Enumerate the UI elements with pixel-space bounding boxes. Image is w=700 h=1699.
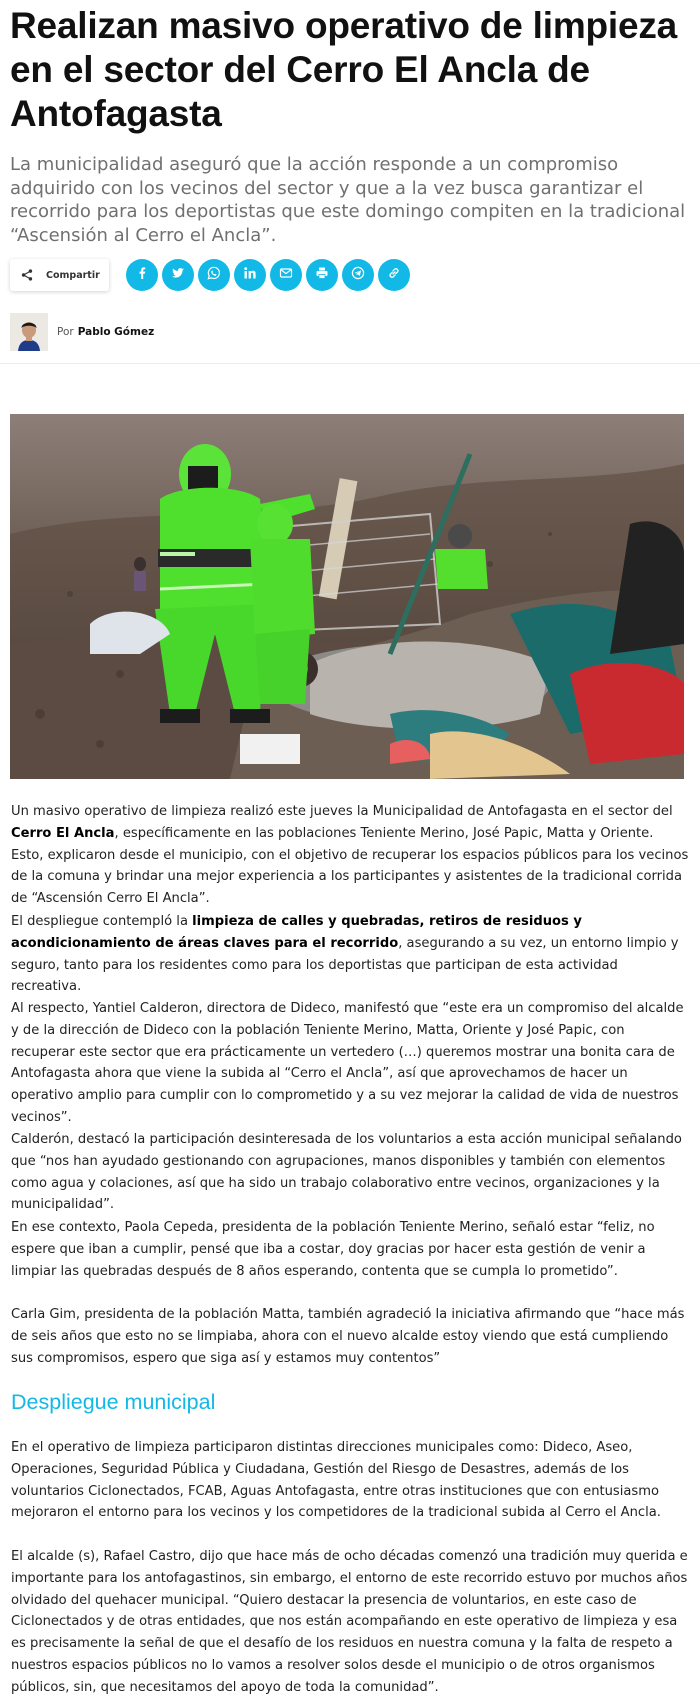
paragraph-2-text-a: El despliegue contempló la: [11, 914, 193, 929]
linkedin-icon: [243, 266, 257, 285]
linkedin-button[interactable]: [234, 259, 266, 291]
share-bar: [10, 258, 410, 292]
article-paragraph-3: Al respecto, Yantiel Calderon, directora de Dideco, manifestó que “este era un compromiso del alcalde y de la dirección de Dideco con la población Teniente Merino, Matta, Oriente y José Papic, con recuperar este sector que era prácticamente un vertedero (…) queremos mostrar una bonita cara de Antofagasta ahora que viene la subida al “Cerro el Ancla”, así que aprovechamos de hacer un operativo amplio para cumplir con lo comprometido y a su vez mejorar la calidad de vida de nuestros vecinos”.: [11, 1001, 684, 1125]
paragraph-2-bold: limpieza de calles y quebradas, retiros de residuos y acondicionamiento de áreas claves para el recorrido: [11, 914, 582, 951]
twitter-icon: [171, 266, 185, 285]
section-heading: Despliegue municipal: [11, 1390, 216, 1414]
article-paragraph-2: [11, 911, 689, 998]
author-avatar[interactable]: [10, 313, 48, 351]
article-subtitle: La municipalidad aseguró que la acción responde a un compromiso adquirido con los vecinos del sector y que a la vez busca garantizar el recorrido para los deportistas que este domingo compiten en la tradicional “Ascensión al Cerro el Ancla”.: [10, 154, 686, 246]
header-divider: [0, 363, 700, 364]
facebook-button[interactable]: [126, 259, 158, 291]
article-paragraph-8: El alcalde (s), Rafael Castro, dijo que hace más de ocho décadas comenzó una tradición muy querida e importante para los antofagastinos, sin embargo, el entorno de este recorrido estuvo por muchos años olvidado del quehacer municipal. “Quiero destacar la presencia de voluntarios, en este caso de Ciclonectados y de otras entidades, que nos están acompañando en este operativo de limpieza y esa es precisamente la señal de que el desafío de los residuos en nuestra comuna y la falta de respeto a nuestros espacios públicos no lo vamos a resolver solos desde el municipio o de otros organismos públicos, sin, que necesitamos del apoyo de toda la comunidad”.: [11, 1549, 688, 1695]
copy-link-button[interactable]: [378, 259, 410, 291]
link-icon: [387, 266, 401, 285]
article-headline: Realizan masivo operativo de limpieza en el sector del Cerro El Ancla de Antofagasta: [10, 5, 678, 134]
article-paragraph-7: En el operativo de limpieza participaron distintas direcciones municipales como: Dideco, Aseo, Operaciones, Seguridad Pública y Ciudadana, Gestión del Riesgo de Desastres, además de los voluntarios Ciclonectados, FCAB, Aguas Antofagasta, entre otras instituciones que con entusiasmo mejoraron el entorno para los vecinos y los competidores de la tradicional subida al Cerro el Ancla.: [11, 1440, 661, 1521]
print-icon: [315, 266, 329, 285]
whatsapp-button[interactable]: [198, 259, 230, 291]
article-paragraph-5: En ese contexto, Paola Cepeda, presidenta de la población Teniente Merino, señaló estar “feliz, no espere que iban a cumplir, pensé que iba a costar, doy gracias por hacer esta gestión de venir a limpiar las quebradas después de 8 años esperando, contenta que se cumpla lo prometido”.: [11, 1220, 655, 1279]
paragraph-1-text-a: Un masivo operativo de limpieza realizó este jueves la Municipalidad de Antofagasta en el sector del: [11, 804, 673, 819]
author-name[interactable]: Pablo Gómez: [77, 326, 155, 338]
article-paragraph-6: Carla Gim, presidenta de la población Matta, también agradeció la iniciativa afirmando que “hace más de seis años que esto no se limpiaba, ahora con el nuevo alcalde estoy viendo que está cumpliendo sus compromisos, espero que siga así y estamos muy contentos”: [11, 1307, 685, 1366]
article-paragraph-1: [11, 801, 689, 910]
paragraph-1-bold: Cerro El Ancla: [11, 825, 115, 841]
hero-photo: [10, 414, 684, 779]
share-button[interactable]: [10, 259, 109, 291]
article-paragraph-4: Calderón, destacó la participación desinteresada de los voluntarios a esta acción municipal señalando que “nos han ayudado gestionando con agrupaciones, manos disponibles y también con elementos como agua y colaciones, así que ha sido un trabajo colaborativo entre vecinos, organizaciones y la municipalidad”.: [11, 1132, 682, 1213]
author-byline: [10, 312, 154, 352]
telegram-icon: [351, 266, 365, 285]
telegram-button[interactable]: [342, 259, 374, 291]
facebook-icon: [135, 266, 149, 285]
share-label: Compartir: [46, 269, 100, 281]
print-button[interactable]: [306, 259, 338, 291]
paragraph-1-text-c: , específicamente en las poblaciones Teniente Merino, José Papic, Matta y Oriente. Esto, explicaron desde el municipio, con el objetivo de recuperar los espacios públicos para los vecinos de la comuna y brindar una mejor experiencia a los participantes y asistentes de la tradicional corrida de “Ascensión Cerro El Ancla”.: [11, 825, 689, 907]
social-buttons: [126, 259, 410, 291]
share-icon: [20, 268, 34, 282]
paragraph-2-text-c: , asegurando a su vez, un entorno limpio y seguro, tanto para los residentes como para los deportistas que participan de esta actividad recreativa.: [11, 935, 679, 995]
email-icon: [279, 266, 293, 285]
twitter-button[interactable]: [162, 259, 194, 291]
author-prefix: Por: [57, 326, 74, 338]
whatsapp-icon: [207, 266, 221, 285]
email-button[interactable]: [270, 259, 302, 291]
